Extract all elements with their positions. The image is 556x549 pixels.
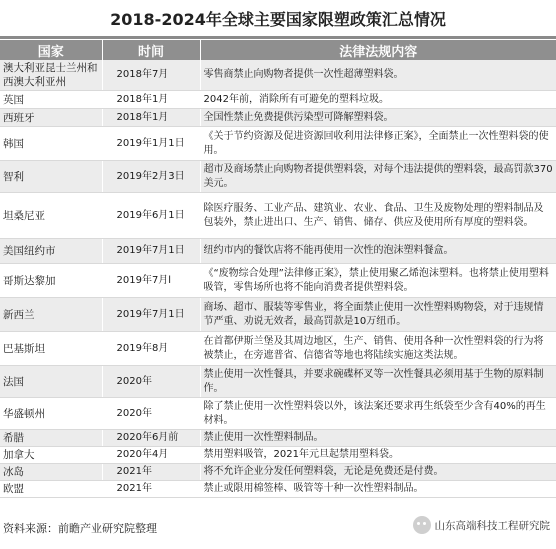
cell-country: 澳大利亚昆士兰州和西澳大利亚州 — [0, 60, 102, 91]
cell-time: 2019年2月3日 — [102, 161, 200, 193]
cell-country: 冰岛 — [0, 464, 102, 481]
header-time: 时间 — [102, 40, 200, 60]
cell-content: 超市及商场禁止向购物者提供塑料袋，对每个违法提供的塑料袋，最高罚款370美元。 — [200, 161, 556, 193]
cell-country: 欧盟 — [0, 481, 102, 498]
cell-content: 纽约市内的餐饮店将不能再使用一次性的泡沫塑料餐盒。 — [200, 239, 556, 264]
cell-time: 2018年7月 — [102, 60, 200, 91]
table-row — [0, 239, 556, 264]
table-row — [0, 264, 556, 298]
cell-content: 2042年前，消除所有可避免的塑料垃圾。 — [200, 91, 556, 109]
cell-time: 2020年4月 — [102, 447, 200, 464]
table-row — [0, 481, 556, 498]
cell-country: 希腊 — [0, 430, 102, 447]
table-row — [0, 60, 556, 91]
table-row — [0, 332, 556, 366]
cell-content: 除医疗服务、工业产品、建筑业、农业、食品、卫生及废物处理的塑料制品及包装外，禁止进出口、生产、销售、储存、供应及使用所有厚度的塑料袋。 — [200, 193, 556, 239]
cell-content: 全国性禁止免费提供污染型可降解塑料袋。 — [200, 109, 556, 127]
cell-country: 加拿大 — [0, 447, 102, 464]
wechat-icon — [413, 516, 431, 534]
table-row — [0, 366, 556, 398]
cell-content: 将不允许企业分发任何塑料袋，无论是免费还是付费。 — [200, 464, 556, 481]
cell-content: 禁止使用一次性餐具，并要求碗碟杯叉等一次性餐具必须用基于生物的原料制作。 — [200, 366, 556, 398]
cell-time: 2018年1月 — [102, 91, 200, 109]
watermark-text: 山东高端科技工程研究院 — [434, 519, 550, 532]
cell-time: 2019年1月1日 — [102, 127, 200, 161]
cell-time: 2020年 — [102, 366, 200, 398]
cell-time: 2020年 — [102, 398, 200, 430]
page-title: 2018-2024年全球主要国家限塑政策汇总情况 — [110, 10, 446, 29]
title-divider — [0, 36, 556, 39]
header-content: 法律法规内容 — [200, 40, 556, 60]
cell-content: 《“废物综合处理”法律修正案》，禁止使用聚乙烯泡沫塑料。也将禁止使用塑料吸管，零售场所也将不能向消费者提供塑料袋。 — [200, 264, 556, 298]
cell-country: 西班牙 — [0, 109, 102, 127]
table-row — [0, 464, 556, 481]
cell-time: 2019年7月1日 — [102, 239, 200, 264]
cell-content: 零售商禁止向购物者提供一次性超薄塑料袋。 — [200, 60, 556, 91]
cell-country: 韩国 — [0, 127, 102, 161]
cell-country: 法国 — [0, 366, 102, 398]
cell-country: 华盛顿州 — [0, 398, 102, 430]
cell-content: 在首都伊斯兰堡及其周边地区，生产、销售、使用各种一次性塑料袋的行为将被禁止，在旁遮普省、信德省等地也将陆续实施这类法规。 — [200, 332, 556, 366]
table-header-row — [0, 40, 556, 60]
cell-time: 2019年6月1日 — [102, 193, 200, 239]
cell-content: 禁止或限用棉签棒、吸管等十种一次性塑料制品。 — [200, 481, 556, 498]
cell-country: 哥斯达黎加 — [0, 264, 102, 298]
table-row — [0, 161, 556, 193]
table-row — [0, 447, 556, 464]
header-country: 国家 — [0, 40, 102, 60]
cell-time: 2019年7月l — [102, 264, 200, 298]
table-row — [0, 91, 556, 109]
watermark — [413, 516, 551, 534]
cell-content: 商场、超市、服装等零售业，将全面禁止使用一次性塑料购物袋，对于违规情节严重、劝说无效者，最高罚款是10万纽币。 — [200, 298, 556, 332]
policy-table — [0, 40, 556, 498]
cell-country: 坦桑尼亚 — [0, 193, 102, 239]
table-row — [0, 109, 556, 127]
cell-country: 巴基斯坦 — [0, 332, 102, 366]
table-row — [0, 298, 556, 332]
cell-content: 除了禁止使用一次性塑料袋以外，该法案还要求再生纸袋至少含有40%的再生材料。 — [200, 398, 556, 430]
cell-content: 禁止使用一次性塑料制品。 — [200, 430, 556, 447]
cell-time: 2021年 — [102, 481, 200, 498]
cell-country: 新西兰 — [0, 298, 102, 332]
table-row — [0, 193, 556, 239]
cell-country: 美国纽约市 — [0, 239, 102, 264]
table-row — [0, 127, 556, 161]
cell-time: 2019年8月 — [102, 332, 200, 366]
cell-country: 英国 — [0, 91, 102, 109]
cell-country: 智利 — [0, 161, 102, 193]
table-row — [0, 398, 556, 430]
cell-time: 2018年1月 — [102, 109, 200, 127]
cell-content: 《关于节约资源及促进资源回收利用法律修正案》，全面禁止一次性塑料袋的使用。 — [200, 127, 556, 161]
cell-content: 禁用塑料吸管，2021年元旦起禁用塑料袋。 — [200, 447, 556, 464]
cell-time: 2020年6月前 — [102, 430, 200, 447]
cell-time: 2019年7月1日 — [102, 298, 200, 332]
source-note: 资料来源：前瞻产业研究院整理 — [3, 522, 157, 535]
cell-time: 2021年 — [102, 464, 200, 481]
table-row — [0, 430, 556, 447]
